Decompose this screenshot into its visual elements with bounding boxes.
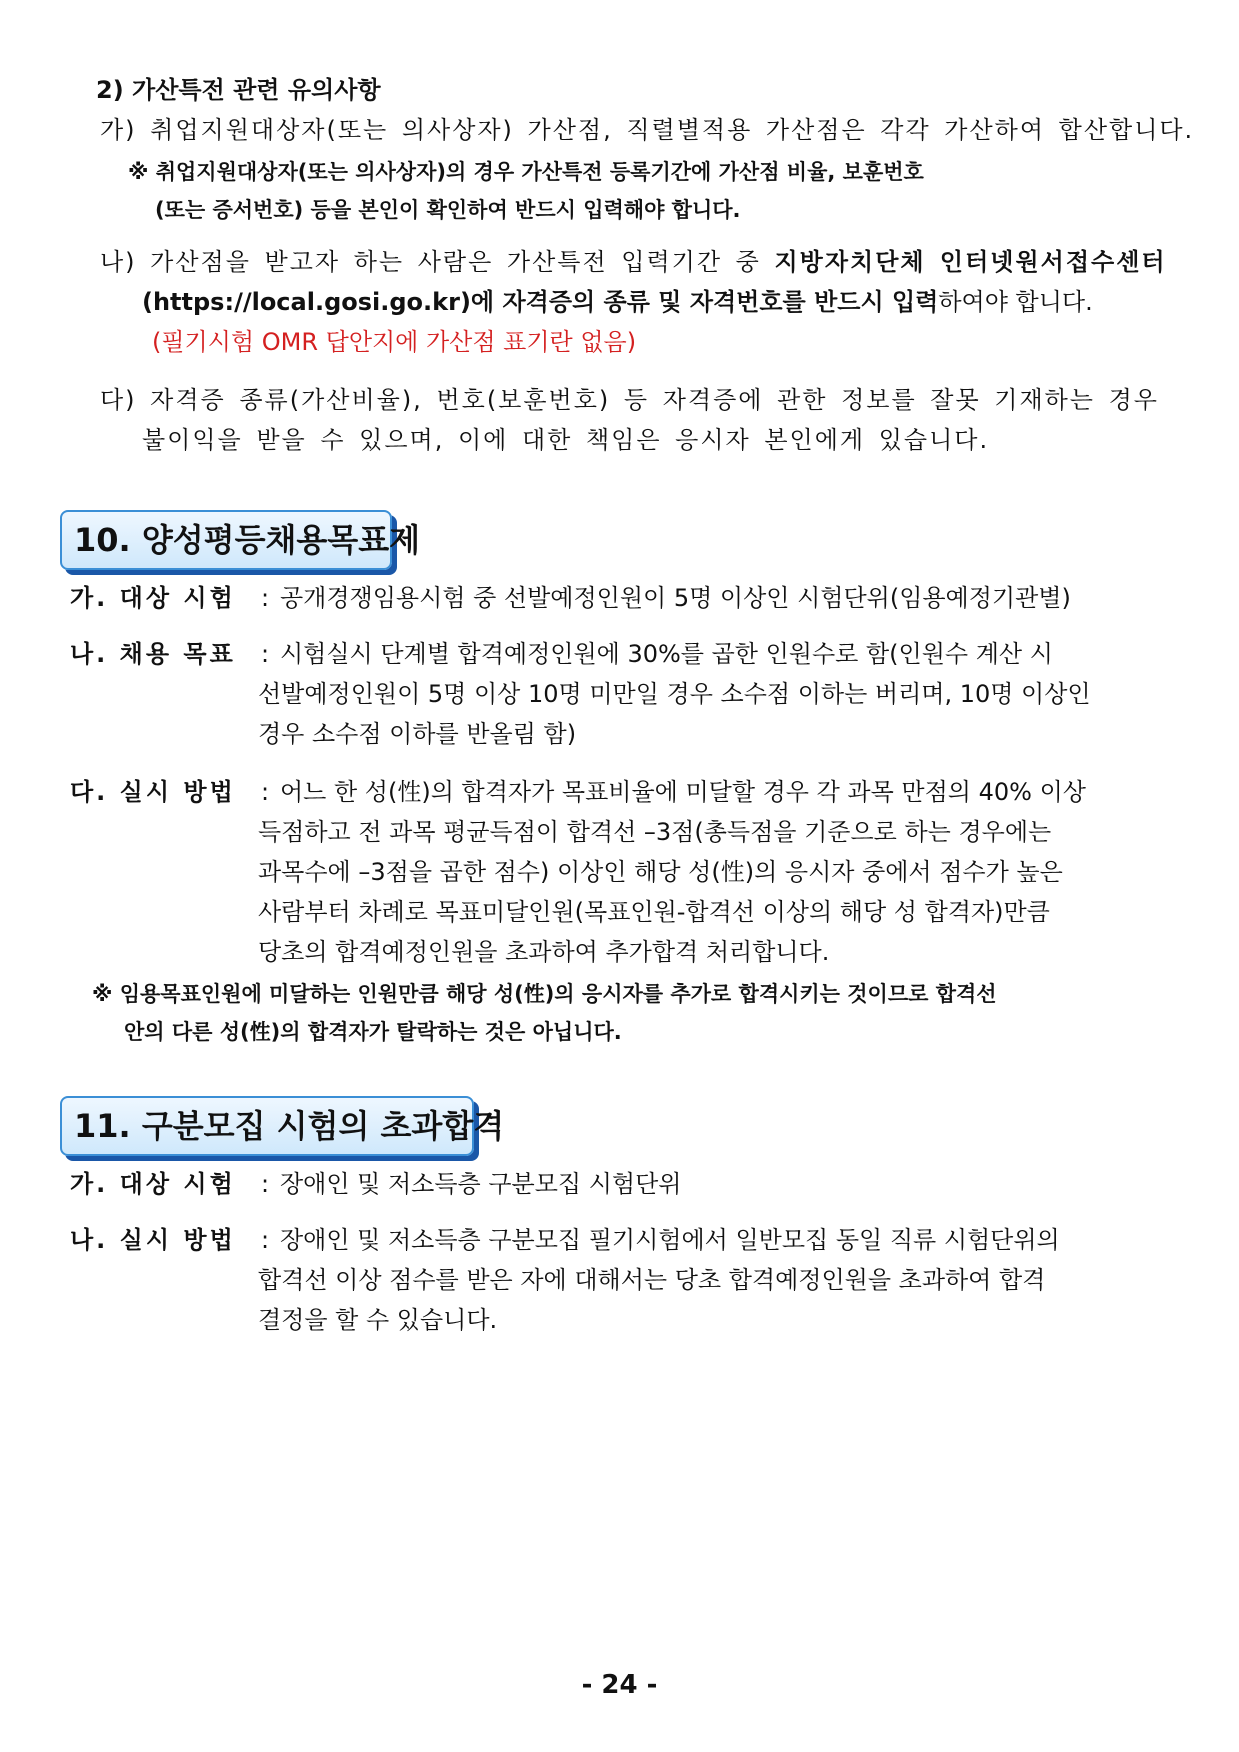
- sec10-b-line-3: 경우 소수점 이하를 반올림 함): [258, 720, 577, 748]
- sec10-note-line-2: 안의 다른 성(性)의 합격자가 탈락하는 것은 아닙니다.: [124, 1020, 622, 1044]
- sec11-item-b: [70, 1224, 1060, 1256]
- sec10-c-line-1: 어느 한 성(性)의 합격자가 목표비율에 미달할 경우 각 과목 만점의 40% 이상: [280, 778, 1086, 806]
- section-11-header: [60, 1096, 505, 1156]
- sec10-a-text: 공개경쟁임용시험 중 선발예정인원이 5명 이상인 시험단위(임용예정기관별): [280, 584, 1071, 612]
- sec11-a-text: 장애인 및 저소득층 구분모집 시험단위: [280, 1170, 682, 1198]
- item-da-line-2: 불이익을 받을 수 있으며, 이에 대한 책임은 응시자 본인에게 있습니다.: [142, 426, 990, 454]
- section-11-title: 11. 구분모집 시험의 초과합격: [74, 1107, 505, 1145]
- sec11-a-colon: :: [260, 1170, 270, 1198]
- sec10-a-colon: :: [260, 584, 270, 612]
- sec10-b-label: 나. 채용 목표: [70, 640, 236, 668]
- sec11-b-colon: :: [260, 1226, 270, 1254]
- note-line-2: (또는 증서번호) 등을 본인이 확인하여 반드시 입력해야 합니다.: [155, 198, 741, 222]
- sec10-b-line-1: 시험실시 단계별 합격예정인원에 30%를 곱한 인원수로 함(인원수 계산 시: [280, 640, 1053, 668]
- item-na-red-note: (필기시험 OMR 답안지에 가산점 표기란 없음): [152, 328, 637, 356]
- item-na-tail: 하여야 합니다.: [938, 288, 1093, 316]
- sec11-b-line-3: 결정을 할 수 있습니다.: [258, 1306, 498, 1334]
- sec10-item-a: [70, 582, 1071, 614]
- sec11-b-line-2: 합격선 이상 점수를 받은 자에 대해서는 당초 합격예정인원을 초과하여 합격: [258, 1266, 1046, 1294]
- sec10-b-colon: :: [260, 640, 270, 668]
- sec10-item-c: [70, 776, 1086, 808]
- sec10-note-line-1: ※ 임용목표인원에 미달하는 인원만큼 해당 성(性)의 응시자를 추가로 합격시키는 것이므로 합격선: [92, 982, 997, 1006]
- item-na-emphasis: 지방자치단체 인터넷원서접수센터: [774, 248, 1167, 276]
- item-na-text: 나) 가산점을 받고자 하는 사람은 가산특전 입력기간 중: [100, 248, 775, 276]
- item-na-line-2: [142, 286, 1093, 318]
- sec10-c-line-3: 과목수에 –3점을 곱한 점수) 이상인 해당 성(性)의 응시자 중에서 점수가 높은: [258, 858, 1063, 886]
- page-number: - 24 -: [581, 1670, 658, 1700]
- subsection-heading: 2) 가산특전 관련 유의사항: [96, 76, 381, 104]
- sec10-c-line-4: 사람부터 차례로 목표미달인원(목표인원-합격선 이상의 해당 성 합격자)만큼: [258, 898, 1050, 926]
- note-line-1: ※ 취업지원대상자(또는 의사상자)의 경우 가산특전 등록기간에 가산점 비율, 보훈번호: [128, 160, 924, 184]
- item-da-line-1: 다) 자격증 종류(가산비율), 번호(보훈번호) 등 자격증에 관한 정보를 잘못 기재하는 경우: [100, 386, 1159, 414]
- item-na-url-emphasis: (https://local.gosi.go.kr)에 자격증의 종류 및 자격번호를 반드시 입력: [142, 288, 939, 316]
- sec11-a-label: 가. 대상 시험: [70, 1170, 236, 1198]
- sec10-c-line-2: 득점하고 전 과목 평균득점이 합격선 –3점(총득점을 기준으로 하는 경우에는: [258, 818, 1052, 846]
- item-ga: 가) 취업지원대상자(또는 의사상자) 가산점, 직렬별적용 가산점은 각각 가산하여 합산합니다.: [100, 116, 1195, 144]
- sec10-b-line-2: 선발예정인원이 5명 이상 10명 미만일 경우 소수점 이하는 버리며, 10명 이상인: [258, 680, 1091, 708]
- sec10-c-line-5: 당초의 합격예정인원을 초과하여 추가합격 처리합니다.: [258, 938, 830, 966]
- sec10-item-b: [70, 638, 1053, 670]
- item-na-line-1: [100, 246, 1167, 278]
- sec11-b-line-1: 장애인 및 저소득층 구분모집 필기시험에서 일반모집 동일 직류 시험단위의: [280, 1226, 1060, 1254]
- sec10-a-label: 가. 대상 시험: [70, 584, 236, 612]
- sec11-item-a: [70, 1168, 681, 1200]
- sec11-b-label: 나. 실시 방법: [70, 1226, 236, 1254]
- sec10-c-label: 다. 실시 방법: [70, 778, 236, 806]
- section-10-header: [60, 510, 421, 570]
- section-10-title: 10. 양성평등채용목표제: [74, 521, 421, 559]
- sec10-c-colon: :: [260, 778, 270, 806]
